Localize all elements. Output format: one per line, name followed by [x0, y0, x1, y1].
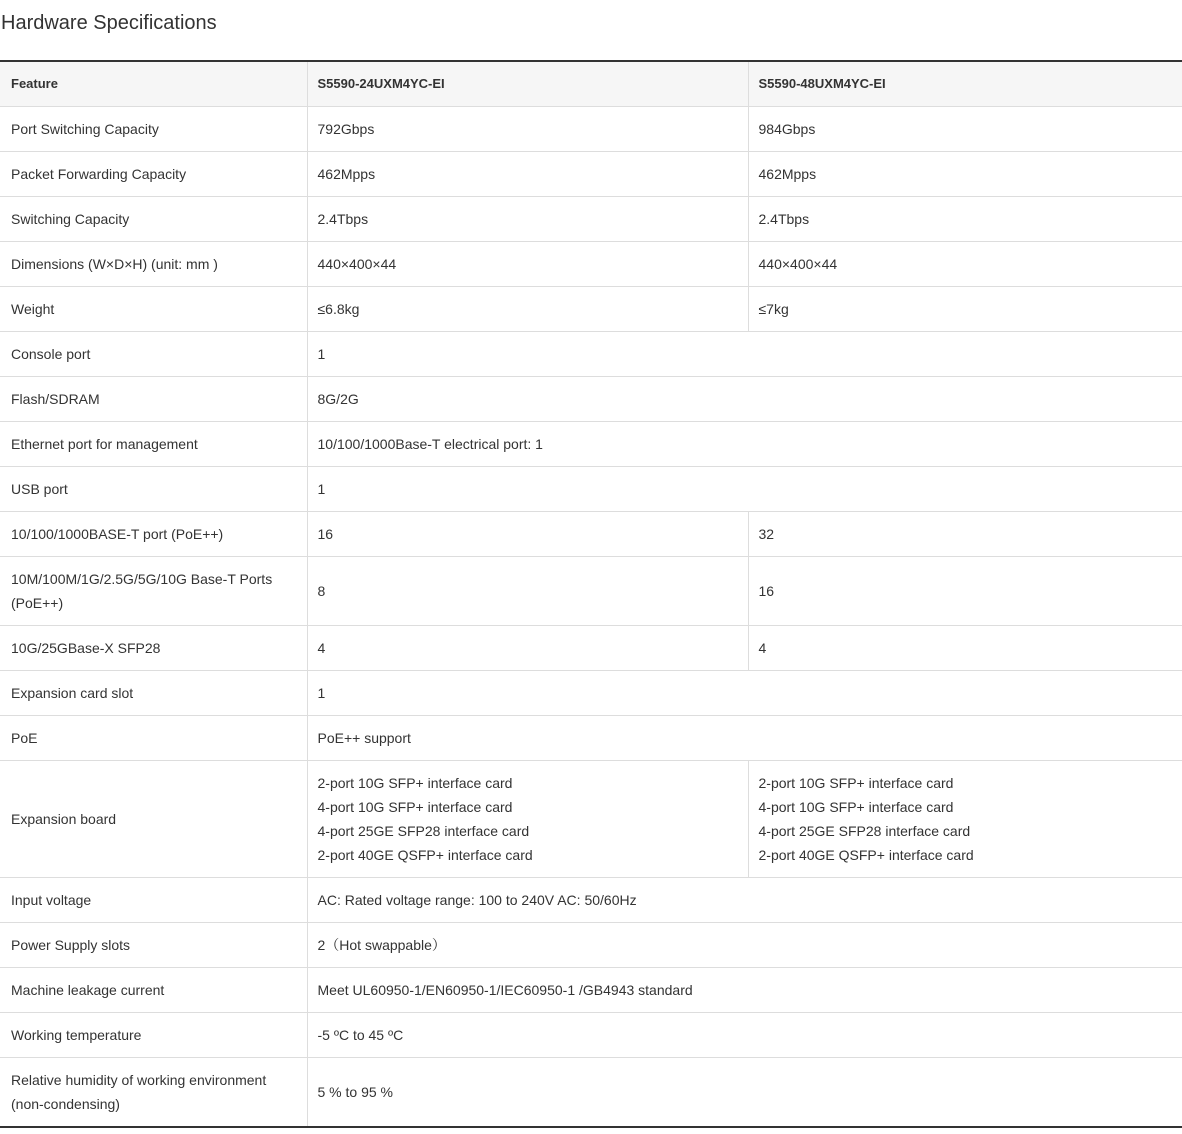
table-row — [0, 923, 1182, 968]
value-cell-merged: 2（Hot swappable） — [307, 923, 1182, 968]
value-cell-merged: AC: Rated voltage range: 100 to 240V AC: 50/60Hz — [307, 878, 1182, 923]
card-line: 4-port 25GE SFP28 interface card — [758, 823, 971, 839]
value-cell-merged: -5 ºC to 45 ºC — [307, 1013, 1182, 1058]
value-cell: 462Mpps — [748, 152, 1182, 197]
value-cell: 440×400×44 — [748, 242, 1182, 287]
header-feature: Feature — [0, 61, 307, 107]
feature-cell: 10G/25GBase-X SFP28 — [0, 626, 307, 671]
card-line: 2-port 10G SFP+ interface card — [317, 775, 513, 791]
feature-cell: Expansion card slot — [0, 671, 307, 716]
feature-cell: Working temperature — [0, 1013, 307, 1058]
table-row — [0, 626, 1182, 671]
card-line: 4-port 25GE SFP28 interface card — [317, 823, 530, 839]
feature-line: (non-condensing) — [11, 1096, 120, 1112]
table-row — [0, 152, 1182, 197]
table-row — [0, 1013, 1182, 1058]
value-cell: 16 — [307, 512, 748, 557]
value-cell-merged: 10/100/1000Base-T electrical port: 1 — [307, 422, 1182, 467]
value-cell: 792Gbps — [307, 107, 748, 152]
feature-cell: Machine leakage current — [0, 968, 307, 1013]
table-row — [0, 671, 1182, 716]
feature-cell: Power Supply slots — [0, 923, 307, 968]
value-cell-merged: PoE++ support — [307, 716, 1182, 761]
value-cell: 4 — [748, 626, 1182, 671]
table-row — [0, 512, 1182, 557]
value-cell: ≤6.8kg — [307, 287, 748, 332]
feature-cell: 10/100/1000BASE-T port (PoE++) — [0, 512, 307, 557]
header-model-24: S5590-24UXM4YC-EI — [307, 61, 748, 107]
table-header-row — [0, 61, 1182, 107]
table-row — [0, 761, 1182, 878]
card-line: 2-port 40GE QSFP+ interface card — [758, 847, 974, 863]
value-cell-merged: 1 — [307, 671, 1182, 716]
value-cell: 32 — [748, 512, 1182, 557]
feature-cell: Port Switching Capacity — [0, 107, 307, 152]
table-row — [0, 107, 1182, 152]
hardware-spec-table — [0, 60, 1182, 1128]
feature-cell: PoE — [0, 716, 307, 761]
card-line: 4-port 10G SFP+ interface card — [317, 799, 513, 815]
table-row — [0, 878, 1182, 923]
feature-line: Relative humidity of working environment — [11, 1072, 267, 1088]
table-row — [0, 332, 1182, 377]
value-cell: 2.4Tbps — [748, 197, 1182, 242]
feature-line: (PoE++) — [11, 595, 64, 611]
value-cell: 4 — [307, 626, 748, 671]
feature-cell — [0, 1058, 307, 1128]
feature-cell — [0, 557, 307, 626]
value-cell: 984Gbps — [748, 107, 1182, 152]
table-row — [0, 377, 1182, 422]
value-cell-merged: 1 — [307, 332, 1182, 377]
feature-cell: USB port — [0, 467, 307, 512]
value-cell-merged: 8G/2G — [307, 377, 1182, 422]
table-row — [0, 197, 1182, 242]
feature-cell: Switching Capacity — [0, 197, 307, 242]
card-line: 2-port 10G SFP+ interface card — [758, 775, 954, 791]
feature-line: 10M/100M/1G/2.5G/5G/10G Base-T Ports — [11, 571, 273, 587]
value-cell: 8 — [307, 557, 748, 626]
table-row — [0, 1058, 1182, 1128]
value-cell-merged: 5 % to 95 % — [307, 1058, 1182, 1128]
feature-cell: Weight — [0, 287, 307, 332]
value-cell: 2.4Tbps — [307, 197, 748, 242]
header-model-48: S5590-48UXM4YC-EI — [748, 61, 1182, 107]
table-row — [0, 557, 1182, 626]
table-row — [0, 467, 1182, 512]
value-cell — [748, 761, 1182, 878]
table-row — [0, 287, 1182, 332]
value-cell: 462Mpps — [307, 152, 748, 197]
feature-cell: Expansion board — [0, 761, 307, 878]
table-row — [0, 968, 1182, 1013]
value-cell: 440×400×44 — [307, 242, 748, 287]
feature-cell: Flash/SDRAM — [0, 377, 307, 422]
value-cell-merged: Meet UL60950-1/EN60950-1/IEC60950-1 /GB4943 standard — [307, 968, 1182, 1013]
value-cell: 16 — [748, 557, 1182, 626]
feature-cell: Input voltage — [0, 878, 307, 923]
feature-cell: Dimensions (W×D×H) (unit: mm ) — [0, 242, 307, 287]
table-row — [0, 422, 1182, 467]
table-row — [0, 242, 1182, 287]
table-row — [0, 716, 1182, 761]
value-cell-merged: 1 — [307, 467, 1182, 512]
card-line: 4-port 10G SFP+ interface card — [758, 799, 954, 815]
feature-cell: Ethernet port for management — [0, 422, 307, 467]
value-cell — [307, 761, 748, 878]
value-cell: ≤7kg — [748, 287, 1182, 332]
page-title: Hardware Specifications — [1, 12, 217, 34]
feature-cell: Packet Forwarding Capacity — [0, 152, 307, 197]
card-line: 2-port 40GE QSFP+ interface card — [317, 847, 533, 863]
feature-cell: Console port — [0, 332, 307, 377]
